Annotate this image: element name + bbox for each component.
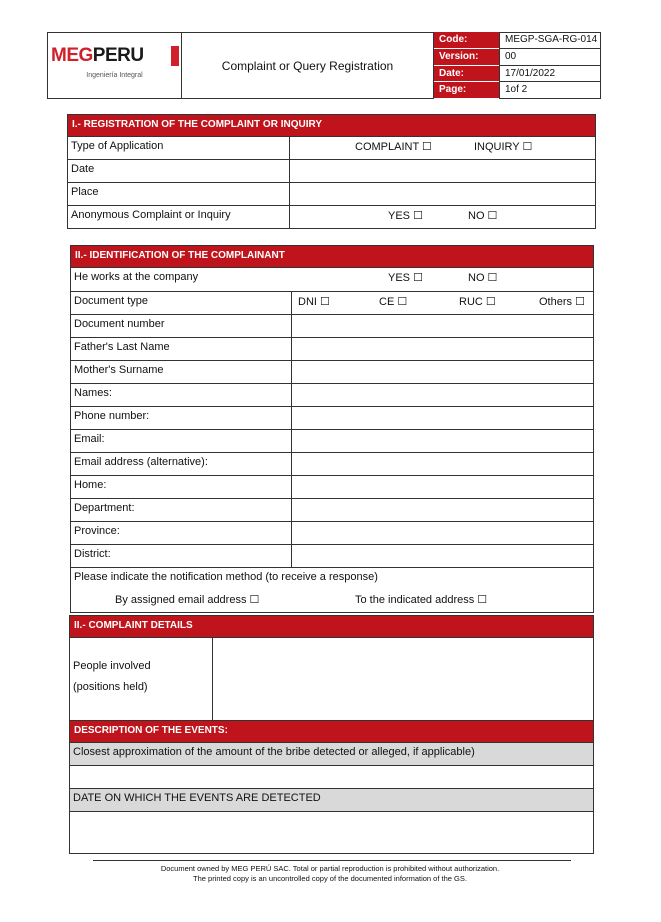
works-at-company-label: He works at the company bbox=[74, 271, 199, 283]
complainant-field-label: Home: bbox=[74, 479, 107, 491]
people-involved-field[interactable] bbox=[213, 638, 593, 720]
section-complaint-details bbox=[69, 615, 594, 854]
logo-meg-text: MEG bbox=[51, 45, 93, 66]
section-complaint-details-title: II.- COMPLAINT DETAILS bbox=[70, 616, 593, 637]
complainant-field-input[interactable] bbox=[292, 407, 593, 429]
date-detected-field[interactable] bbox=[70, 811, 593, 853]
meta-version-label: Version: bbox=[434, 49, 499, 66]
meta-date-value: 17/01/2022 bbox=[499, 66, 601, 83]
inquiry-checkbox[interactable]: INQUIRY ☐ bbox=[474, 141, 533, 153]
complainant-field-input[interactable] bbox=[292, 315, 593, 337]
row-date-detected-label bbox=[70, 788, 593, 811]
document-type-label: Document type bbox=[74, 295, 148, 307]
footer-divider bbox=[93, 860, 571, 861]
place-field[interactable] bbox=[290, 183, 595, 205]
anonymous-label: Anonymous Complaint or Inquiry bbox=[71, 209, 231, 221]
place-label: Place bbox=[71, 186, 99, 198]
complainant-field-label: Phone number: bbox=[74, 410, 150, 422]
section-registration bbox=[67, 114, 596, 229]
company-logo bbox=[47, 32, 182, 99]
row-type-of-application bbox=[68, 136, 595, 159]
row-complainant-field bbox=[71, 337, 593, 360]
complainant-field-input[interactable] bbox=[292, 476, 593, 498]
row-anonymous bbox=[68, 205, 595, 228]
row-people-involved bbox=[70, 637, 593, 720]
complainant-field-label: Department: bbox=[74, 502, 135, 514]
meta-page-label: Page: bbox=[434, 82, 499, 99]
row-complainant-field bbox=[71, 498, 593, 521]
logo-mark-icon bbox=[171, 46, 179, 66]
row-complainant-field bbox=[71, 314, 593, 337]
anonymous-yes-checkbox[interactable]: YES ☐ bbox=[388, 210, 423, 222]
date-detected-label: DATE ON WHICH THE EVENTS ARE DETECTED bbox=[73, 792, 321, 804]
complaint-checkbox[interactable]: COMPLAINT ☐ bbox=[355, 141, 432, 153]
meta-code-value: MEGP-SGA-RG-014 bbox=[499, 32, 601, 49]
complainant-field-input[interactable] bbox=[292, 361, 593, 383]
anonymous-no-checkbox[interactable]: NO ☐ bbox=[468, 210, 498, 222]
ce-checkbox[interactable]: CE ☐ bbox=[379, 296, 408, 308]
bribe-amount-field[interactable] bbox=[70, 765, 593, 788]
complainant-field-input[interactable] bbox=[292, 338, 593, 360]
row-place bbox=[68, 182, 595, 205]
document-title: Complaint or Query Registration bbox=[182, 32, 434, 99]
date-field[interactable] bbox=[290, 160, 595, 182]
complainant-field-label: Father's Last Name bbox=[74, 341, 170, 353]
footer-line-2: The printed copy is an uncontrolled copy of the documented information of the GS. bbox=[193, 874, 467, 883]
row-complainant-field bbox=[71, 429, 593, 452]
meta-page-value: 1of 2 bbox=[499, 82, 601, 99]
row-complainant-field bbox=[71, 544, 593, 567]
complainant-field-input[interactable] bbox=[292, 499, 593, 521]
complainant-field-label: Email address (alternative): bbox=[74, 456, 208, 468]
section-complainant-title: II.- IDENTIFICATION OF THE COMPLAINANT bbox=[71, 246, 593, 267]
positions-held-label: (positions held) bbox=[73, 681, 148, 693]
row-document-type bbox=[71, 291, 593, 314]
type-of-application-label: Type of Application bbox=[71, 140, 164, 152]
complainant-field-label: Document number bbox=[74, 318, 165, 330]
logo-peru-text: PERU bbox=[92, 45, 144, 66]
row-complainant-field bbox=[71, 406, 593, 429]
section-complainant bbox=[70, 245, 594, 613]
complainant-field-label: District: bbox=[74, 548, 111, 560]
description-events-title: DESCRIPTION OF THE EVENTS: bbox=[70, 720, 593, 742]
logo-subtitle: Ingeniería Integral bbox=[86, 72, 143, 79]
complainant-field-label: Email: bbox=[74, 433, 105, 445]
complainant-field-label: Mother's Surname bbox=[74, 364, 164, 376]
bribe-amount-label: Closest approximation of the amount of the bribe detected or alleged, if applicable) bbox=[73, 746, 475, 758]
row-notification-method bbox=[71, 567, 593, 612]
complainant-field-label: Names: bbox=[74, 387, 112, 399]
complainant-field-input[interactable] bbox=[292, 545, 593, 567]
footer-notice bbox=[60, 864, 600, 884]
others-checkbox[interactable]: Others ☐ bbox=[539, 296, 585, 308]
complainant-field-label: Province: bbox=[74, 525, 120, 537]
works-yes-checkbox[interactable]: YES ☐ bbox=[388, 272, 423, 284]
dni-checkbox[interactable]: DNI ☐ bbox=[298, 296, 330, 308]
row-complainant-field bbox=[71, 452, 593, 475]
notification-method-label: Please indicate the notification method (to receive a response) bbox=[74, 571, 378, 583]
works-no-checkbox[interactable]: NO ☐ bbox=[468, 272, 498, 284]
date-label: Date bbox=[71, 163, 95, 175]
footer-line-1: Document owned by MEG PERÚ SAC. Total or partial reproduction is prohibited without authorization. bbox=[160, 864, 500, 873]
row-date bbox=[68, 159, 595, 182]
notify-email-checkbox[interactable]: By assigned email address ☐ bbox=[115, 594, 260, 606]
meta-code-label: Code: bbox=[434, 32, 499, 49]
ruc-checkbox[interactable]: RUC ☐ bbox=[459, 296, 496, 308]
row-complainant-field bbox=[71, 521, 593, 544]
row-works-at-company bbox=[71, 267, 593, 291]
complainant-field-input[interactable] bbox=[292, 522, 593, 544]
complainant-field-input[interactable] bbox=[292, 384, 593, 406]
row-bribe-amount-label bbox=[70, 742, 593, 765]
section-registration-title: I.- REGISTRATION OF THE COMPLAINT OR INQUIRY bbox=[68, 115, 595, 136]
complainant-field-input[interactable] bbox=[292, 453, 593, 475]
row-complainant-field bbox=[71, 360, 593, 383]
row-complainant-field bbox=[71, 383, 593, 406]
meta-date-label: Date: bbox=[434, 66, 499, 83]
people-involved-label: People involved bbox=[73, 660, 151, 672]
notify-address-checkbox[interactable]: To the indicated address ☐ bbox=[355, 594, 488, 606]
complainant-field-input[interactable] bbox=[292, 430, 593, 452]
row-complainant-field bbox=[71, 475, 593, 498]
meta-version-value: 00 bbox=[499, 49, 601, 66]
